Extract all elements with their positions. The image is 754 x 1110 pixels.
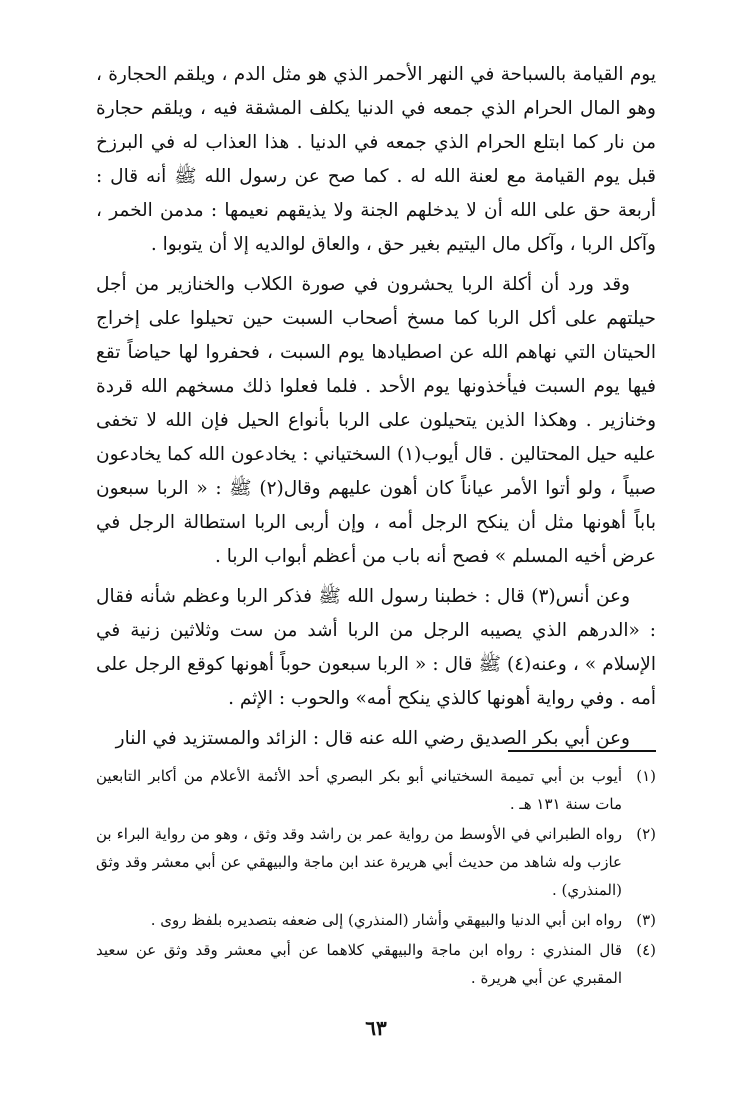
paragraph-4: وعن أبي بكر الصديق رضي الله عنه قال : الزائد والمستزيد في النار [115,728,630,749]
footnote-text: رواه ابن أبي الدنيا والبيهقي وأشار (المنذري) إلى ضعفه بتصديره بلفظ روى . [150,911,622,929]
footnote-number: (٣) [636,911,656,929]
footnote-text: أيوب بن أبي تميمة السختياني أبو بكر البصري أحد الأئمة الأعلام من أكابر التابعين مات سنة ١٣١ هـ . [96,767,622,813]
page-number: ٦٣ [365,1016,387,1040]
footnote-number: (٤) [636,941,656,959]
footnote-number: (٢) [636,825,656,843]
main-text [96,58,656,756]
footnote-3 [96,906,656,934]
footnotes [96,762,656,994]
paragraph-3: وعن أنس(٣) قال : خطبنا رسول الله ﷺ فذكر الربا وعظم شأنه فقال : «الدرهم الذي يصيبه الرجل من الربا أشد من ست وثلاثين زنية في الإسلام » ، وعنه(٤) ﷺ قال : « الربا سبعون حوباً أهونها كوقع الرجل على أمه . وفي رواية أهونها كالذي ينكح أمه» والحوب : الإثم . [96,586,656,709]
footnote-number: (١) [636,767,656,785]
footnote-4 [96,936,656,992]
footnote-1 [96,762,656,818]
paragraph-1: يوم القيامة بالسباحة في النهر الأحمر الذي هو مثل الدم ، ويلقم الحجارة ، وهو المال الحرام الذي جمعه في الدنيا يكلف المشقة فيه ، ويلقم حجارة من نار كما ابتلع الحرام الذي جمعه في الدنيا . هذا العذاب له في البرزخ قبل يوم القيامة مع لعنة الله له . كما صح عن رسول الله ﷺ أنه قال : أربعة حق على الله أن لا يدخلهم الجنة ولا يذيقهم نعيمها : مدمن الخمر ، وآكل الربا ، وآكل مال اليتيم بغير حق ، والعاق لوالديه إلا أن يتوبوا . [96,64,656,255]
paragraph-2: وقد ورد أن أكلة الربا يحشرون في صورة الكلاب والخنازير من أجل حيلتهم على أكل الربا كما مسخ أصحاب السبت حين تحيلوا على إخراج الحيتان التي نهاهم الله عن اصطيادها يوم السبت ، فحفروا لها حياضاً تقع فيها يوم السبت فيأخذونها يوم الأحد . فلما فعلوا ذلك مسخهم الله قردة وخنازير . وهكذا الذين يتحيلون على الربا بأنواع الحيل فإن الله لا تخفى عليه حيل المحتالين . قال أيوب(١) السختياني : يخادعون الله كما يخادعون صبياً ، ولو أتوا الأمر عياناً كان أهون عليهم وقال(٢) ﷺ : « الربا سبعون باباً أهونها مثل أن ينكح الرجل أمه ، وإن أربى الربا استطالة الرجل في عرض أخيه المسلم » فصح أنه باب من أعظم أبواب الربا . [96,274,656,567]
footnote-text: رواه الطبراني في الأوسط من رواية عمر بن راشد وقد وثق ، وهو من رواية البراء بن عازب وله شاهد من حديث أبي هريرة عند ابن ماجة والبيهقي عن أبي معشر وقد وثق (المنذري) . [96,825,622,899]
footnote-text: قال المنذري : رواه ابن ماجة والبيهقي كلاهما عن أبي معشر وقد وثق عن سعيد المقبري عن أبي هريرة . [96,941,622,987]
book-page [96,58,656,1098]
footnote-divider [508,750,656,752]
footnote-2 [96,820,656,904]
